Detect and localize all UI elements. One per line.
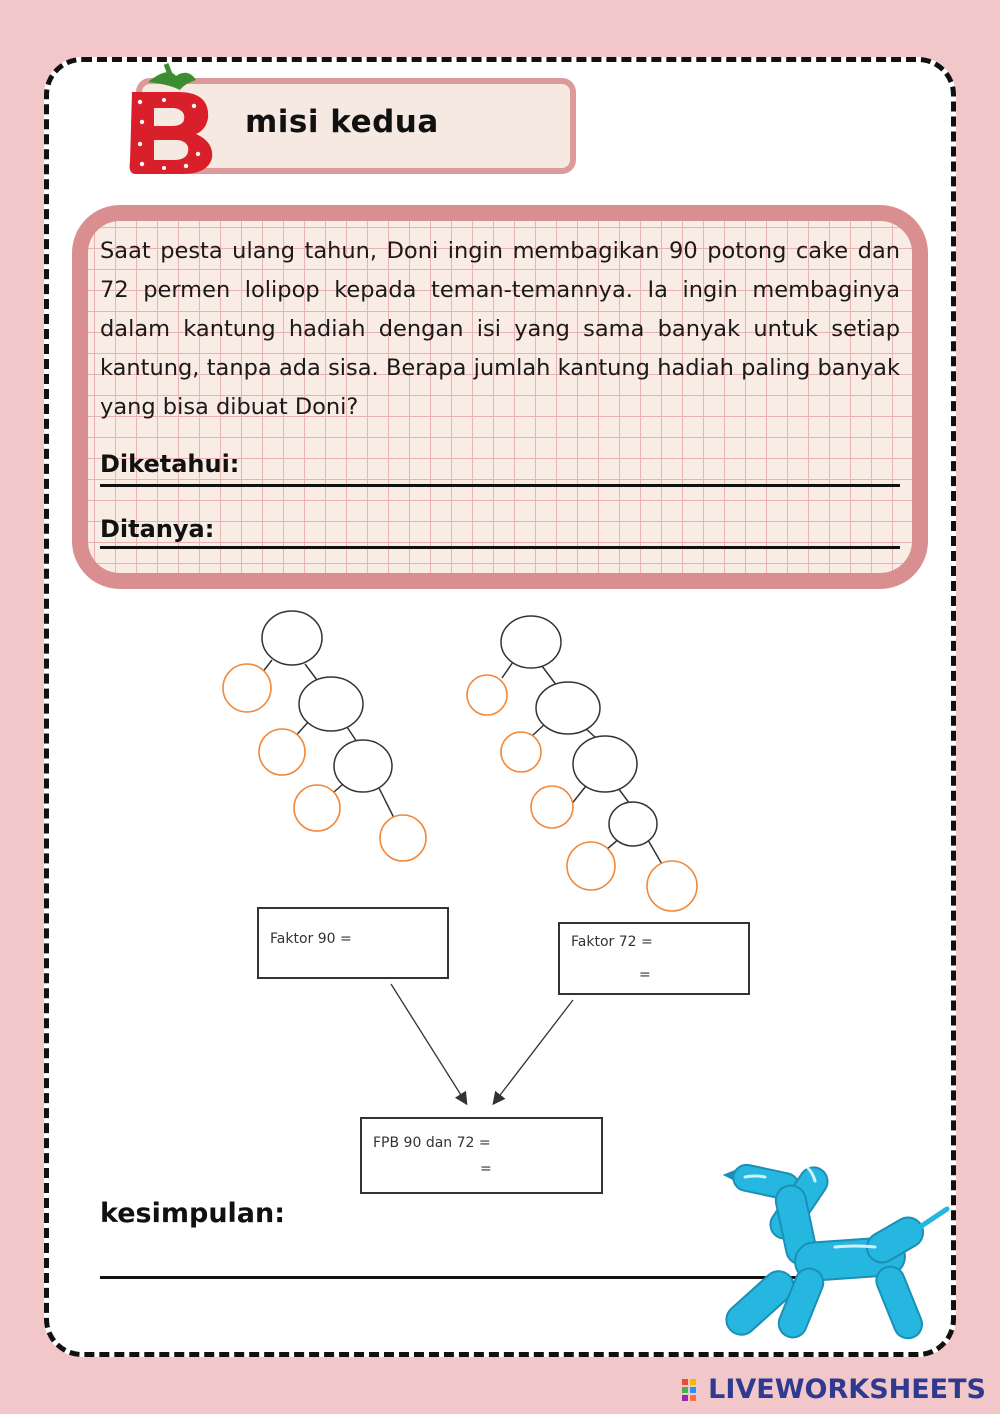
asked-label: Ditanya: (100, 515, 215, 543)
factor-90-box[interactable] (257, 907, 449, 979)
factor-90-label: Faktor 90 = (270, 931, 352, 947)
factor-72-label: Faktor 72 = (571, 934, 653, 950)
conclusion-label: kesimpulan: (100, 1198, 286, 1229)
balloon-dog-icon (715, 1135, 955, 1355)
factor-72-second-line: = (639, 967, 651, 983)
conclusion-answer-line[interactable] (100, 1276, 800, 1279)
known-label: Diketahui: (100, 450, 240, 478)
gcd-second-line: = (480, 1161, 492, 1177)
gcd-box[interactable] (360, 1117, 603, 1194)
asked-answer-line[interactable] (100, 546, 900, 549)
liveworksheets-logo-icon (682, 1377, 704, 1403)
liveworksheets-brand-text: LIVEWORKSHEETS (708, 1374, 986, 1405)
known-answer-line[interactable] (100, 484, 900, 487)
factor-72-box[interactable] (558, 922, 750, 995)
problem-text: Saat pesta ulang tahun, Doni ingin membagikan 90 potong cake dan 72 permen lolipop kepada teman-temannya. Ia ingin membaginya dalam kantung hadiah dengan isi yang sama banyak untuk setiap kantung, tanpa ada sisa. Berapa jumlah kantung hadiah paling banyak yang bisa dibuat Doni? (100, 238, 900, 420)
page-title: misi kedua (245, 104, 439, 140)
strawberry-letter-b-icon (118, 62, 218, 180)
gcd-label: FPB 90 dan 72 = (373, 1135, 491, 1151)
liveworksheets-logo[interactable] (682, 1374, 986, 1405)
